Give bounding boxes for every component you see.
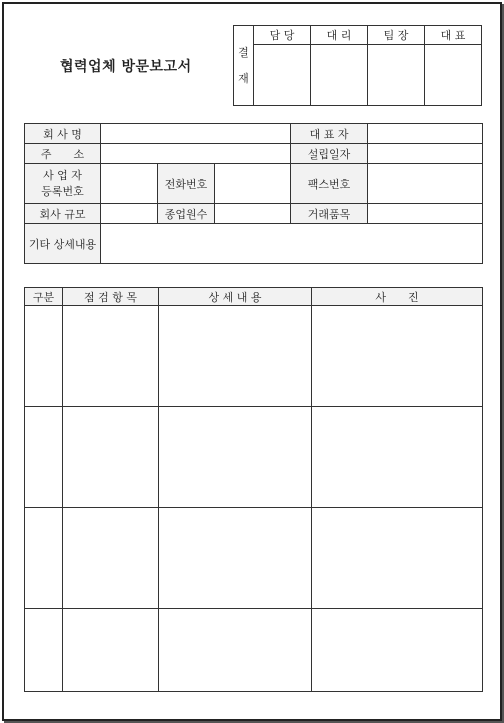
approval-box — [233, 25, 482, 106]
value-employees[interactable] — [215, 204, 291, 224]
label-address: 주 소 — [25, 144, 101, 164]
value-phone[interactable] — [215, 164, 291, 204]
label-company-name: 회 사 명 — [25, 124, 101, 144]
cell-photo[interactable] — [312, 407, 483, 508]
label-company-size: 회사 규모 — [25, 204, 101, 224]
value-other-details[interactable] — [101, 224, 483, 264]
label-trade-items: 거래품목 — [291, 204, 368, 224]
approval-sign-staff[interactable] — [254, 45, 311, 106]
cell-details[interactable] — [159, 306, 312, 407]
company-info-table — [24, 123, 483, 264]
table-row — [25, 407, 483, 508]
approval-sign-team-leader[interactable] — [368, 45, 425, 106]
cell-inspection-item[interactable] — [63, 508, 159, 609]
cell-inspection-item[interactable] — [63, 306, 159, 407]
value-representative[interactable] — [368, 124, 483, 144]
cell-category[interactable] — [25, 407, 63, 508]
value-trade-items[interactable] — [368, 204, 483, 224]
cell-category[interactable] — [25, 609, 63, 692]
header-details: 상 세 내 용 — [159, 288, 312, 306]
table-row — [25, 508, 483, 609]
cell-details[interactable] — [159, 508, 312, 609]
cell-inspection-item[interactable] — [63, 609, 159, 692]
inspection-table — [24, 287, 483, 692]
document-page — [2, 2, 502, 721]
approval-sign-assistant-manager[interactable] — [311, 45, 368, 106]
cell-photo[interactable] — [312, 508, 483, 609]
cell-photo[interactable] — [312, 609, 483, 692]
value-address[interactable] — [101, 144, 291, 164]
value-company-size[interactable] — [101, 204, 158, 224]
cell-inspection-item[interactable] — [63, 407, 159, 508]
document-title: 협력업체 방문보고서 — [60, 59, 192, 75]
cell-details[interactable] — [159, 609, 312, 692]
approval-role-team-leader: 팀 장 — [368, 26, 425, 45]
header-category: 구분 — [25, 288, 63, 306]
label-established-date: 설립일자 — [291, 144, 368, 164]
approval-role-assistant-manager: 대 리 — [311, 26, 368, 45]
approval-role-ceo: 대 표 — [425, 26, 482, 45]
label-other-details: 기타 상세내용 — [25, 224, 101, 264]
label-phone: 전화번호 — [158, 164, 215, 204]
label-fax: 팩스번호 — [291, 164, 368, 204]
approval-role-staff: 담 당 — [254, 26, 311, 45]
table-row — [25, 306, 483, 407]
value-company-name[interactable] — [101, 124, 291, 144]
cell-details[interactable] — [159, 407, 312, 508]
value-established-date[interactable] — [368, 144, 483, 164]
label-employees: 종업원수 — [158, 204, 215, 224]
value-fax[interactable] — [368, 164, 483, 204]
cell-photo[interactable] — [312, 306, 483, 407]
table-row — [25, 609, 483, 692]
approval-side-label: 결 재 — [234, 26, 254, 106]
header-inspection-item: 점 검 항 목 — [63, 288, 159, 306]
label-representative: 대 표 자 — [291, 124, 368, 144]
cell-category[interactable] — [25, 508, 63, 609]
value-business-registration[interactable] — [101, 164, 158, 204]
header-photo: 사 진 — [312, 288, 483, 306]
label-business-registration: 사 업 자 등록번호 — [25, 164, 101, 204]
cell-category[interactable] — [25, 306, 63, 407]
approval-sign-ceo[interactable] — [425, 45, 482, 106]
